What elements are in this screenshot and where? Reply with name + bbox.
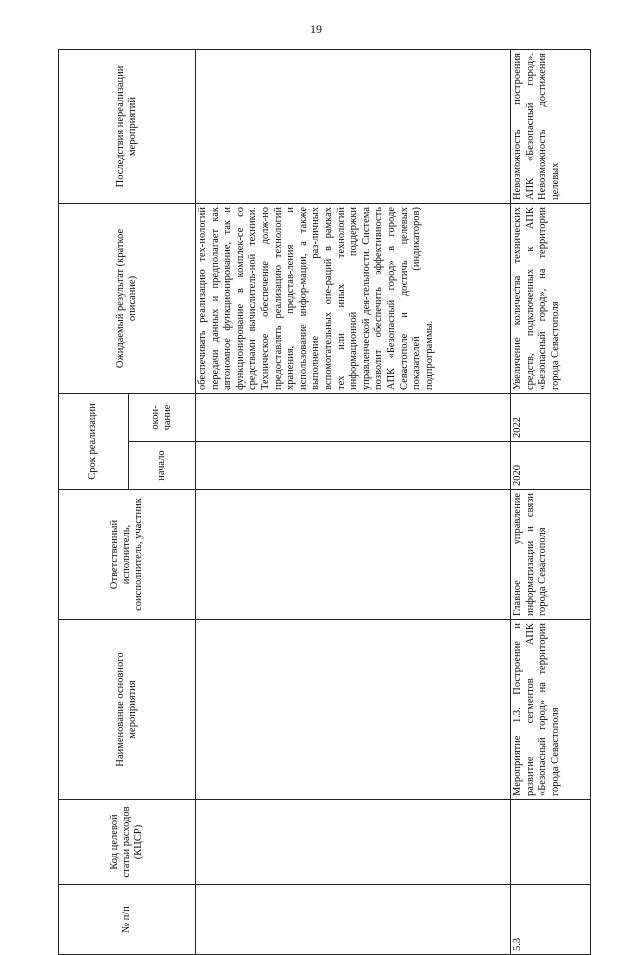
rotated-table-sheet bbox=[58, 50, 584, 955]
header-term: Срок реализации bbox=[59, 393, 129, 489]
page-number: 19 bbox=[310, 22, 322, 36]
row-responsible: Главное управление информатизации и связи города Севастополя bbox=[511, 490, 591, 620]
row-name: Мероприятие 1.3. Построение и развитие сегментов АПК «Безопасный город» на территории города Севастополя bbox=[511, 620, 591, 800]
row-result: обеспечивать реализацию тех-нологий передачи данных и предполагает как автономное функционирование, так и функционирование в комплек-се со средствами вычислитель-ной техники. Техническое обеспечение долж-но предоставлять реализацию технологий хранения, представ-ления и использование инфор-мации, а также выполнение раз-личных вспомогательных опе-раций в рамках тех или иных технологий информационной поддержки управленческой дея-тельности. Система позволит обеспечить эффективность АПК «Безопасный город» в городе Севастополе и достичь целевых показателей (индикаторов) подпрограммы. bbox=[196, 203, 511, 393]
measures-table bbox=[58, 49, 591, 955]
header-code: Код целевой статьи расходов (КЦСР) bbox=[59, 800, 196, 885]
row-start: 2020 bbox=[511, 442, 591, 490]
row-start bbox=[196, 442, 511, 490]
header-responsible: Ответственный исполнитель, соисполнитель, участник bbox=[59, 490, 196, 620]
header-start: начало bbox=[129, 442, 196, 490]
row-name bbox=[196, 620, 511, 800]
row-consequence bbox=[196, 49, 511, 203]
table-row bbox=[196, 49, 511, 954]
row-end: 2022 bbox=[511, 393, 591, 441]
table-row bbox=[511, 49, 591, 954]
header-end: окон-чание bbox=[129, 393, 196, 441]
header-name: Наименование основного мероприятия bbox=[59, 620, 196, 800]
row-code bbox=[511, 800, 591, 885]
row-result: Увеличение количества технических средств, подключенных к АПК «Безопасный город», на территории города Севастополя bbox=[511, 203, 591, 393]
row-number bbox=[196, 885, 511, 955]
header-consequence: Последствия нереализации мероприятий bbox=[59, 49, 196, 203]
row-number: 5.3 bbox=[511, 885, 591, 955]
header-number: № п/п bbox=[59, 885, 196, 955]
row-code bbox=[196, 800, 511, 885]
header-result: Ожидаемый результат (краткое описание) bbox=[59, 203, 196, 393]
row-responsible bbox=[196, 490, 511, 620]
row-consequence: Невозможность построения АПК «Безопасный город». Невозможность достижения целевых bbox=[511, 49, 591, 203]
row-end bbox=[196, 393, 511, 441]
